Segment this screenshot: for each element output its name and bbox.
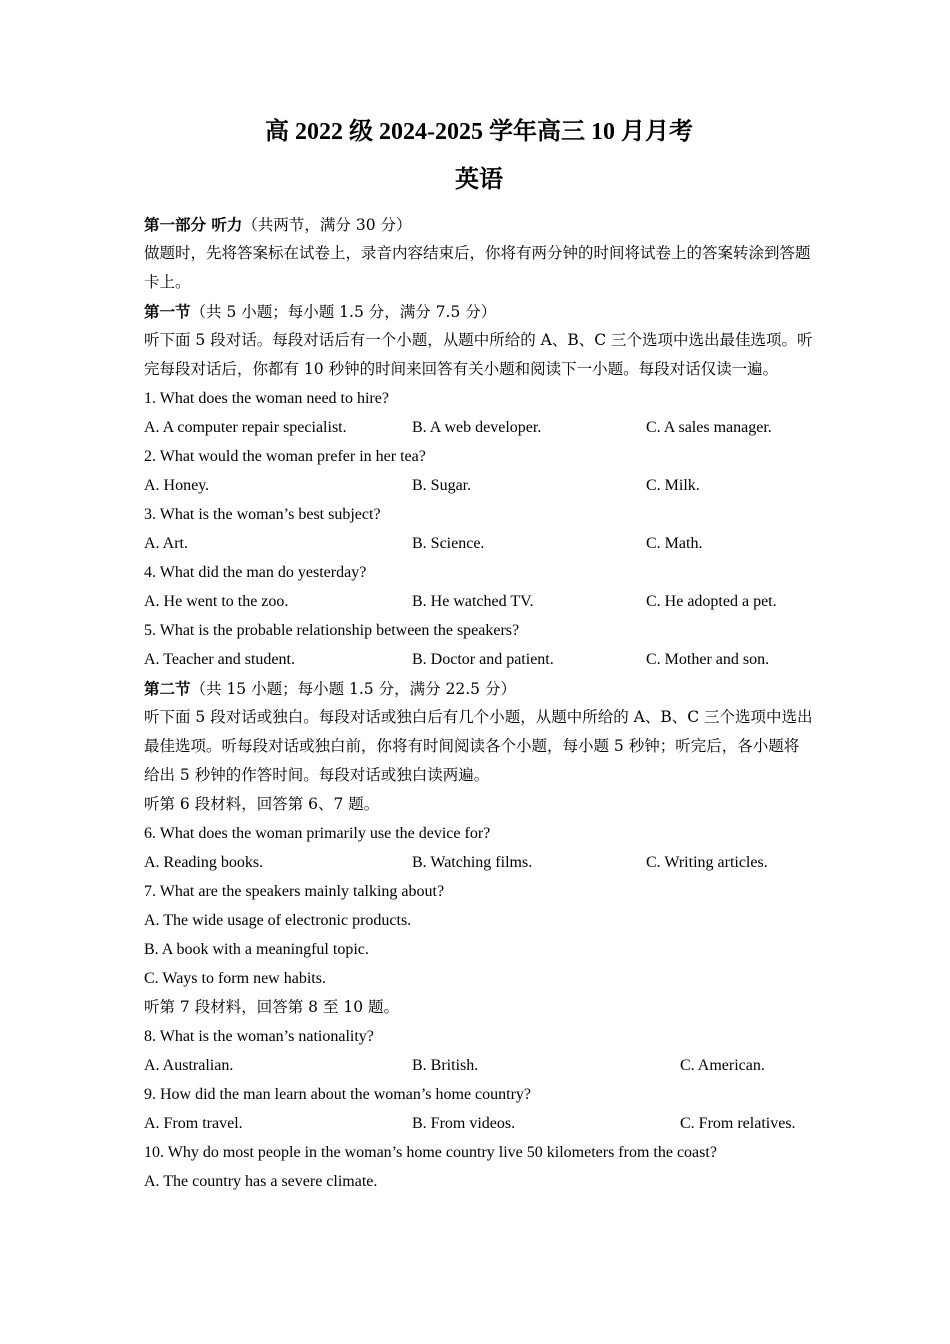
option-a: A. Reading books. (144, 854, 264, 871)
question-options (144, 413, 814, 442)
question-text: 6. What does the woman primarily use the device for? (144, 825, 491, 842)
option-b: B. A book with a meaningful topic. (144, 941, 369, 958)
option-c: C. Math. (646, 535, 703, 552)
question-options (144, 1109, 814, 1138)
option-b: B. From videos. (412, 1115, 516, 1132)
part1-heading-bold: 第一部分 听力 (144, 215, 243, 234)
question-text: 8. What is the woman’s nationality? (144, 1028, 374, 1045)
question-options (144, 1051, 814, 1080)
option-c: C. American. (680, 1057, 765, 1074)
section1-heading (144, 297, 814, 326)
option-b: B. Doctor and patient. (412, 651, 554, 668)
exam-page (144, 112, 814, 1196)
option-b: B. A web developer. (412, 419, 542, 436)
question-text: 2. What would the woman prefer in her tea? (144, 448, 426, 465)
option-a: A. Honey. (144, 477, 210, 494)
option-b: B. Sugar. (412, 477, 472, 494)
part1-heading-rest: （共两节，满分 30 分） (242, 216, 412, 234)
question-text: 1. What does the woman need to hire? (144, 390, 389, 407)
exam-content (144, 210, 814, 1196)
option-b: B. Watching films. (412, 854, 533, 871)
section1-heading-rest: （共 5 小题；每小题 1.5 分，满分 7.5 分） (190, 303, 497, 321)
option-c: C. Ways to form new habits. (144, 970, 326, 987)
material7-intro: 听第 7 段材料，回答第 8 至 10 题。 (144, 998, 400, 1016)
question-text: 7. What are the speakers mainly talking about? (144, 883, 445, 900)
section1-instructions: 听下面 5 段对话。每段对话后有一个小题，从题中所给的 A、B、C 三个选项中选出最佳选项。听完每段对话后，你都有 10 秒钟的时间来回答有关小题和阅读下一小题。每段对话仅读一遍。 (144, 331, 813, 378)
option-a: A. The country has a severe climate. (144, 1173, 378, 1190)
part1-instructions: 做题时，先将答案标在试卷上，录音内容结束后，你将有两分钟的时间将试卷上的答案转涂到答题卡上。 (144, 244, 811, 291)
option-c: C. He adopted a pet. (646, 593, 777, 610)
option-c: C. Writing articles. (646, 854, 768, 871)
option-b: B. He watched TV. (412, 593, 534, 610)
option-a: A. The wide usage of electronic products. (144, 912, 412, 929)
section2-instructions: 听下面 5 段对话或独白。每段对话或独白后有几个小题，从题中所给的 A、B、C 三个选项中选出最佳选项。听每段对话或独白前，你将有时间阅读各个小题，每小题 5 秒钟；听完后，各小题将给出 5 秒钟的作答时间。每段对话或独白读两遍。 (144, 708, 813, 784)
section1-heading-bold: 第一节 (144, 302, 191, 321)
material6-intro: 听第 6 段材料，回答第 6、7 题。 (144, 795, 380, 813)
question-text: 5. What is the probable relationship between the speakers? (144, 622, 520, 639)
question-options (144, 645, 814, 674)
part1-heading (144, 210, 814, 239)
option-a: A. Art. (144, 535, 188, 552)
option-a: A. Teacher and student. (144, 651, 295, 668)
option-c: C. A sales manager. (646, 419, 772, 436)
option-b: B. Science. (412, 535, 485, 552)
question-text: 3. What is the woman’s best subject? (144, 506, 381, 523)
question-text: 9. How did the man learn about the woman’s home country? (144, 1086, 532, 1103)
option-a: A. Australian. (144, 1057, 234, 1074)
exam-title: 高 2022 级 2024-2025 学年高三 10 月月考 (265, 119, 693, 145)
section2-heading (144, 674, 814, 703)
option-a: A. From travel. (144, 1115, 243, 1132)
option-c: C. Milk. (646, 477, 700, 494)
option-a: A. A computer repair specialist. (144, 419, 347, 436)
section2-heading-rest: （共 15 小题；每小题 1.5 分，满分 22.5 分） (190, 680, 516, 698)
question-options (144, 471, 814, 500)
option-c: C. From relatives. (680, 1115, 796, 1132)
question-text: 4. What did the man do yesterday? (144, 564, 367, 581)
question-options (144, 848, 814, 877)
option-b: B. British. (412, 1057, 479, 1074)
question-options (144, 529, 814, 558)
section2-heading-bold: 第二节 (144, 679, 191, 698)
option-c: C. Mother and son. (646, 651, 770, 668)
exam-subject: 英语 (455, 167, 503, 193)
question-options (144, 587, 814, 616)
option-a: A. He went to the zoo. (144, 593, 289, 610)
question-text: 10. Why do most people in the woman’s home country live 50 kilometers from the coast? (144, 1144, 717, 1161)
